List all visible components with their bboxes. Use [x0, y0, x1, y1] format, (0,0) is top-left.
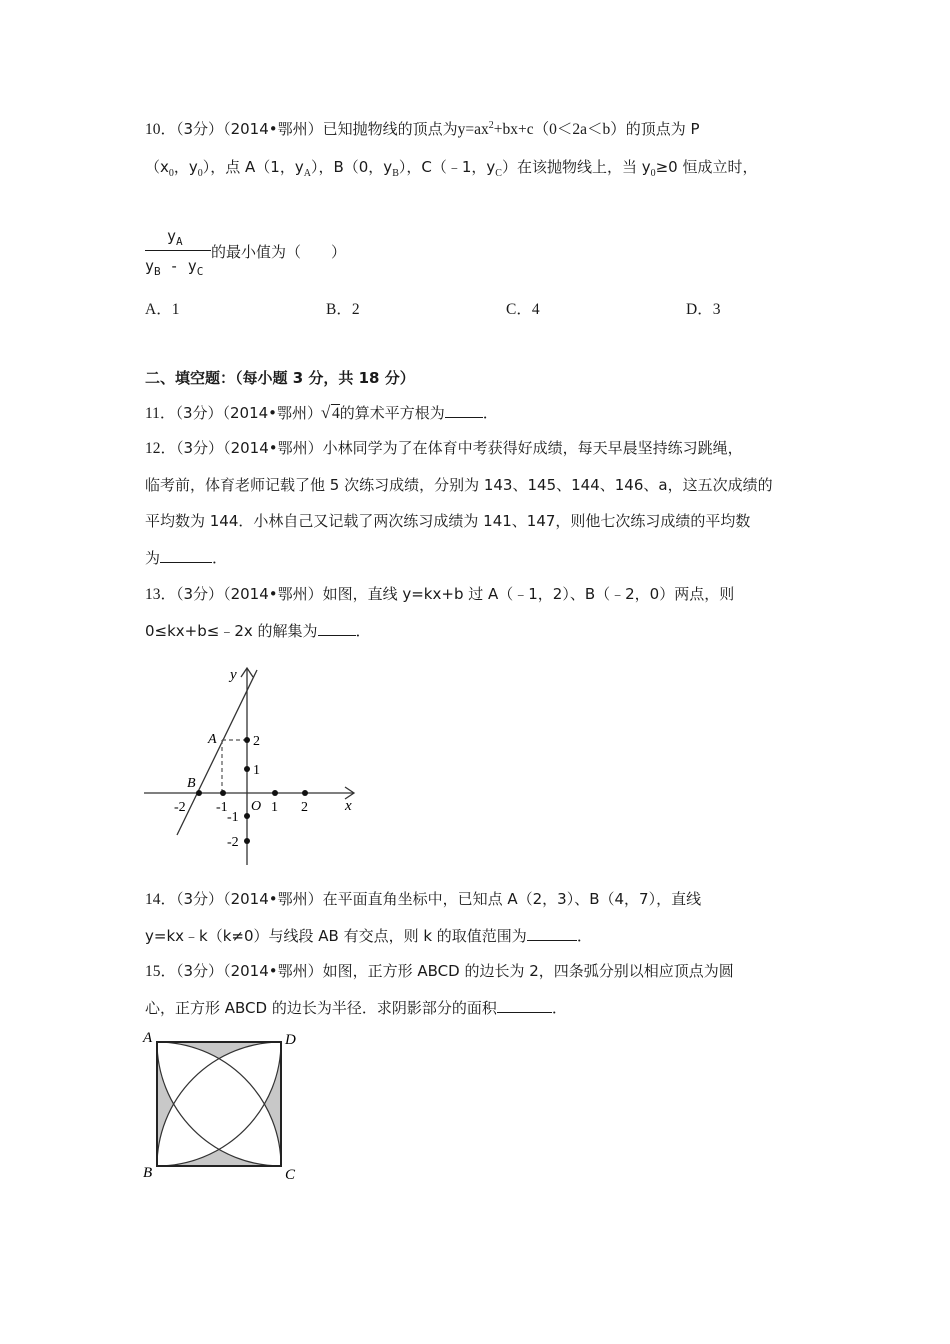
x-axis-label: x: [345, 798, 352, 814]
q12-answer-blank[interactable]: [160, 548, 212, 563]
q10-question-tail: 的最小值为（ ）: [211, 243, 347, 261]
q12-text: 为: [145, 549, 161, 567]
q10-sub: 0: [168, 168, 174, 180]
q14-end: ．: [576, 928, 593, 945]
tick-dot: [272, 790, 278, 796]
q10-p-open: （x: [145, 158, 169, 176]
q10-line2: [145, 157, 757, 178]
tick-dot: [244, 737, 250, 743]
q12-line2: 临考前，体育老师记载了他 5 次练习成绩，分别为 143、145、144、146、a，这五次成绩的: [145, 476, 773, 494]
q10-score: （3分）: [176, 120, 224, 138]
q12-line3: 平均数为 144．小林自己又记载了两次练习成绩为 141、147，则他七次练习成绩的平均数: [145, 512, 751, 530]
q11-text: 的算术平方根为: [339, 404, 445, 422]
q10-option-a[interactable]: A．1: [145, 301, 180, 318]
corner-d-label: D: [285, 1032, 296, 1048]
q15-source: （2014•鄂州）: [223, 962, 323, 980]
fraction-numerator: $y_A$: [167, 227, 183, 248]
y-axis-label: y: [230, 667, 237, 683]
corner-c-label: C: [285, 1167, 296, 1183]
q11-answer-blank[interactable]: [445, 403, 483, 418]
q13-coordinate-graph: [140, 655, 370, 870]
q11-source: （2014•鄂州）: [222, 404, 323, 422]
q14-line2: [145, 926, 592, 947]
y-tick-label: 2: [253, 734, 260, 749]
sqrt-symbol: [322, 404, 340, 424]
q15-line1: [145, 961, 734, 982]
q10-point-b: ），B（0，y: [310, 158, 393, 176]
q15-line2: [145, 998, 567, 1019]
fraction-denominator: $y_B - y_C$: [145, 257, 204, 278]
q13-line2: [145, 621, 371, 642]
q10-sub: 0: [650, 168, 656, 180]
y-tick-label: -1: [227, 810, 239, 825]
q10-exponent: 2: [488, 119, 494, 131]
q15-text: 心，正方形 ABCD 的边长为半径．求阴影部分的面积: [145, 999, 497, 1017]
x-tick-label: -1: [216, 800, 228, 815]
q10-point-a: ），点 A（1，y: [202, 158, 304, 176]
tick-dot: [244, 813, 250, 819]
q10-line1: [145, 119, 700, 140]
tick-dot: [244, 838, 250, 844]
q10-condition-tail: ≥0 恒成立时，: [655, 158, 758, 176]
q10-condition: ）在该抛物线上，当 y: [501, 158, 651, 176]
q14-score: （3分）: [176, 890, 224, 908]
y-tick-label: 1: [253, 763, 260, 778]
q14-text: 在平面直角坐标中，已知点 A（2，3）、B（4，7），直线: [322, 890, 702, 908]
tick-dot: [244, 766, 250, 772]
q13-number: 13．: [145, 586, 177, 603]
q11-score: （3分）: [175, 404, 223, 422]
x-tick-label: -2: [174, 800, 186, 815]
q14-source: （2014•鄂州）: [223, 890, 323, 908]
q12-end: ．: [212, 550, 228, 567]
q10-fraction: [145, 227, 211, 279]
q10-option-b[interactable]: B．2: [326, 301, 360, 318]
q10-sub: C: [495, 168, 502, 180]
q10-source: （2014•鄂州）: [223, 120, 323, 138]
q11-end: ．: [482, 405, 499, 422]
q13-source: （2014•鄂州）: [223, 585, 323, 603]
q15-square-arcs-figure: [135, 1025, 315, 1185]
point-a-label: A: [208, 732, 217, 747]
q12-score: （3分）: [176, 439, 224, 457]
q10-point-c: ），C（﹣1，y: [398, 158, 496, 176]
q13-score: （3分）: [176, 585, 224, 603]
q14-line1: [145, 889, 701, 910]
q14-answer-blank[interactable]: [527, 926, 577, 941]
q10-sub: A: [303, 168, 311, 180]
q10-sub: B: [392, 168, 399, 180]
q10-number: 10．: [145, 121, 177, 138]
q10-equation-rest: +bx+c（0＜2a＜b）: [493, 121, 626, 138]
q12-source: （2014•鄂州）: [223, 439, 323, 457]
q13-end: ．: [355, 623, 372, 640]
q10-option-d[interactable]: D．3: [686, 301, 721, 318]
x-tick-label: 1: [271, 800, 278, 815]
corner-a-label: A: [143, 1030, 153, 1046]
section-title: 二、填空题：（每小题 3 分，共 18 分）: [145, 369, 415, 387]
y-tick-label: -2: [227, 835, 239, 850]
q10-text: 已知抛物线的顶点为: [322, 120, 458, 138]
q14-text: y=kx﹣k（k≠0）与线段 AB 有交点，则 k 的取值范围为: [145, 927, 527, 945]
q13-answer-blank[interactable]: [318, 621, 356, 636]
q12-number: 12．: [145, 440, 177, 457]
q15-text: 如图，正方形 ABCD 的边长为 2，四条弧分别以相应顶点为圆: [322, 962, 734, 980]
corner-b-label: B: [143, 1165, 153, 1181]
q13-text: 如图，直线 y=kx+b 过 A（﹣1，2）、B（﹣2，0）两点，则: [322, 585, 735, 603]
q13-line1: [145, 584, 734, 605]
q15-score: （3分）: [176, 962, 224, 980]
q15-end: ．: [551, 1000, 568, 1017]
fraction-bar: [145, 250, 211, 251]
q10-sub: 0: [197, 168, 203, 180]
point-b-label: B: [187, 776, 196, 791]
q12-line1: [145, 438, 743, 459]
point-b: [196, 790, 202, 796]
q12-line4: [145, 548, 228, 569]
radicand: 4: [332, 405, 340, 422]
q15-answer-blank[interactable]: [497, 998, 552, 1013]
q12-text: 小林同学为了在体育中考获得好成绩，每天早晨坚持练习跳绳，: [322, 439, 743, 457]
tick-dot: [220, 790, 226, 796]
q11-line1: [145, 403, 498, 424]
origin-label: O: [251, 799, 262, 814]
q11-number: 11．: [145, 405, 176, 422]
q10-p-mid: ，y: [173, 158, 198, 176]
x-tick-label: 2: [301, 800, 308, 815]
q13-text: 0≤kx+b≤﹣2x 的解集为: [145, 622, 318, 640]
tick-dot: [302, 790, 308, 796]
q10-tail: 的顶点为 P: [625, 120, 700, 138]
q14-number: 14．: [145, 891, 177, 908]
q15-number: 15．: [145, 963, 177, 980]
q10-equation: y=ax: [457, 121, 489, 138]
q10-option-c[interactable]: C．4: [506, 301, 540, 318]
